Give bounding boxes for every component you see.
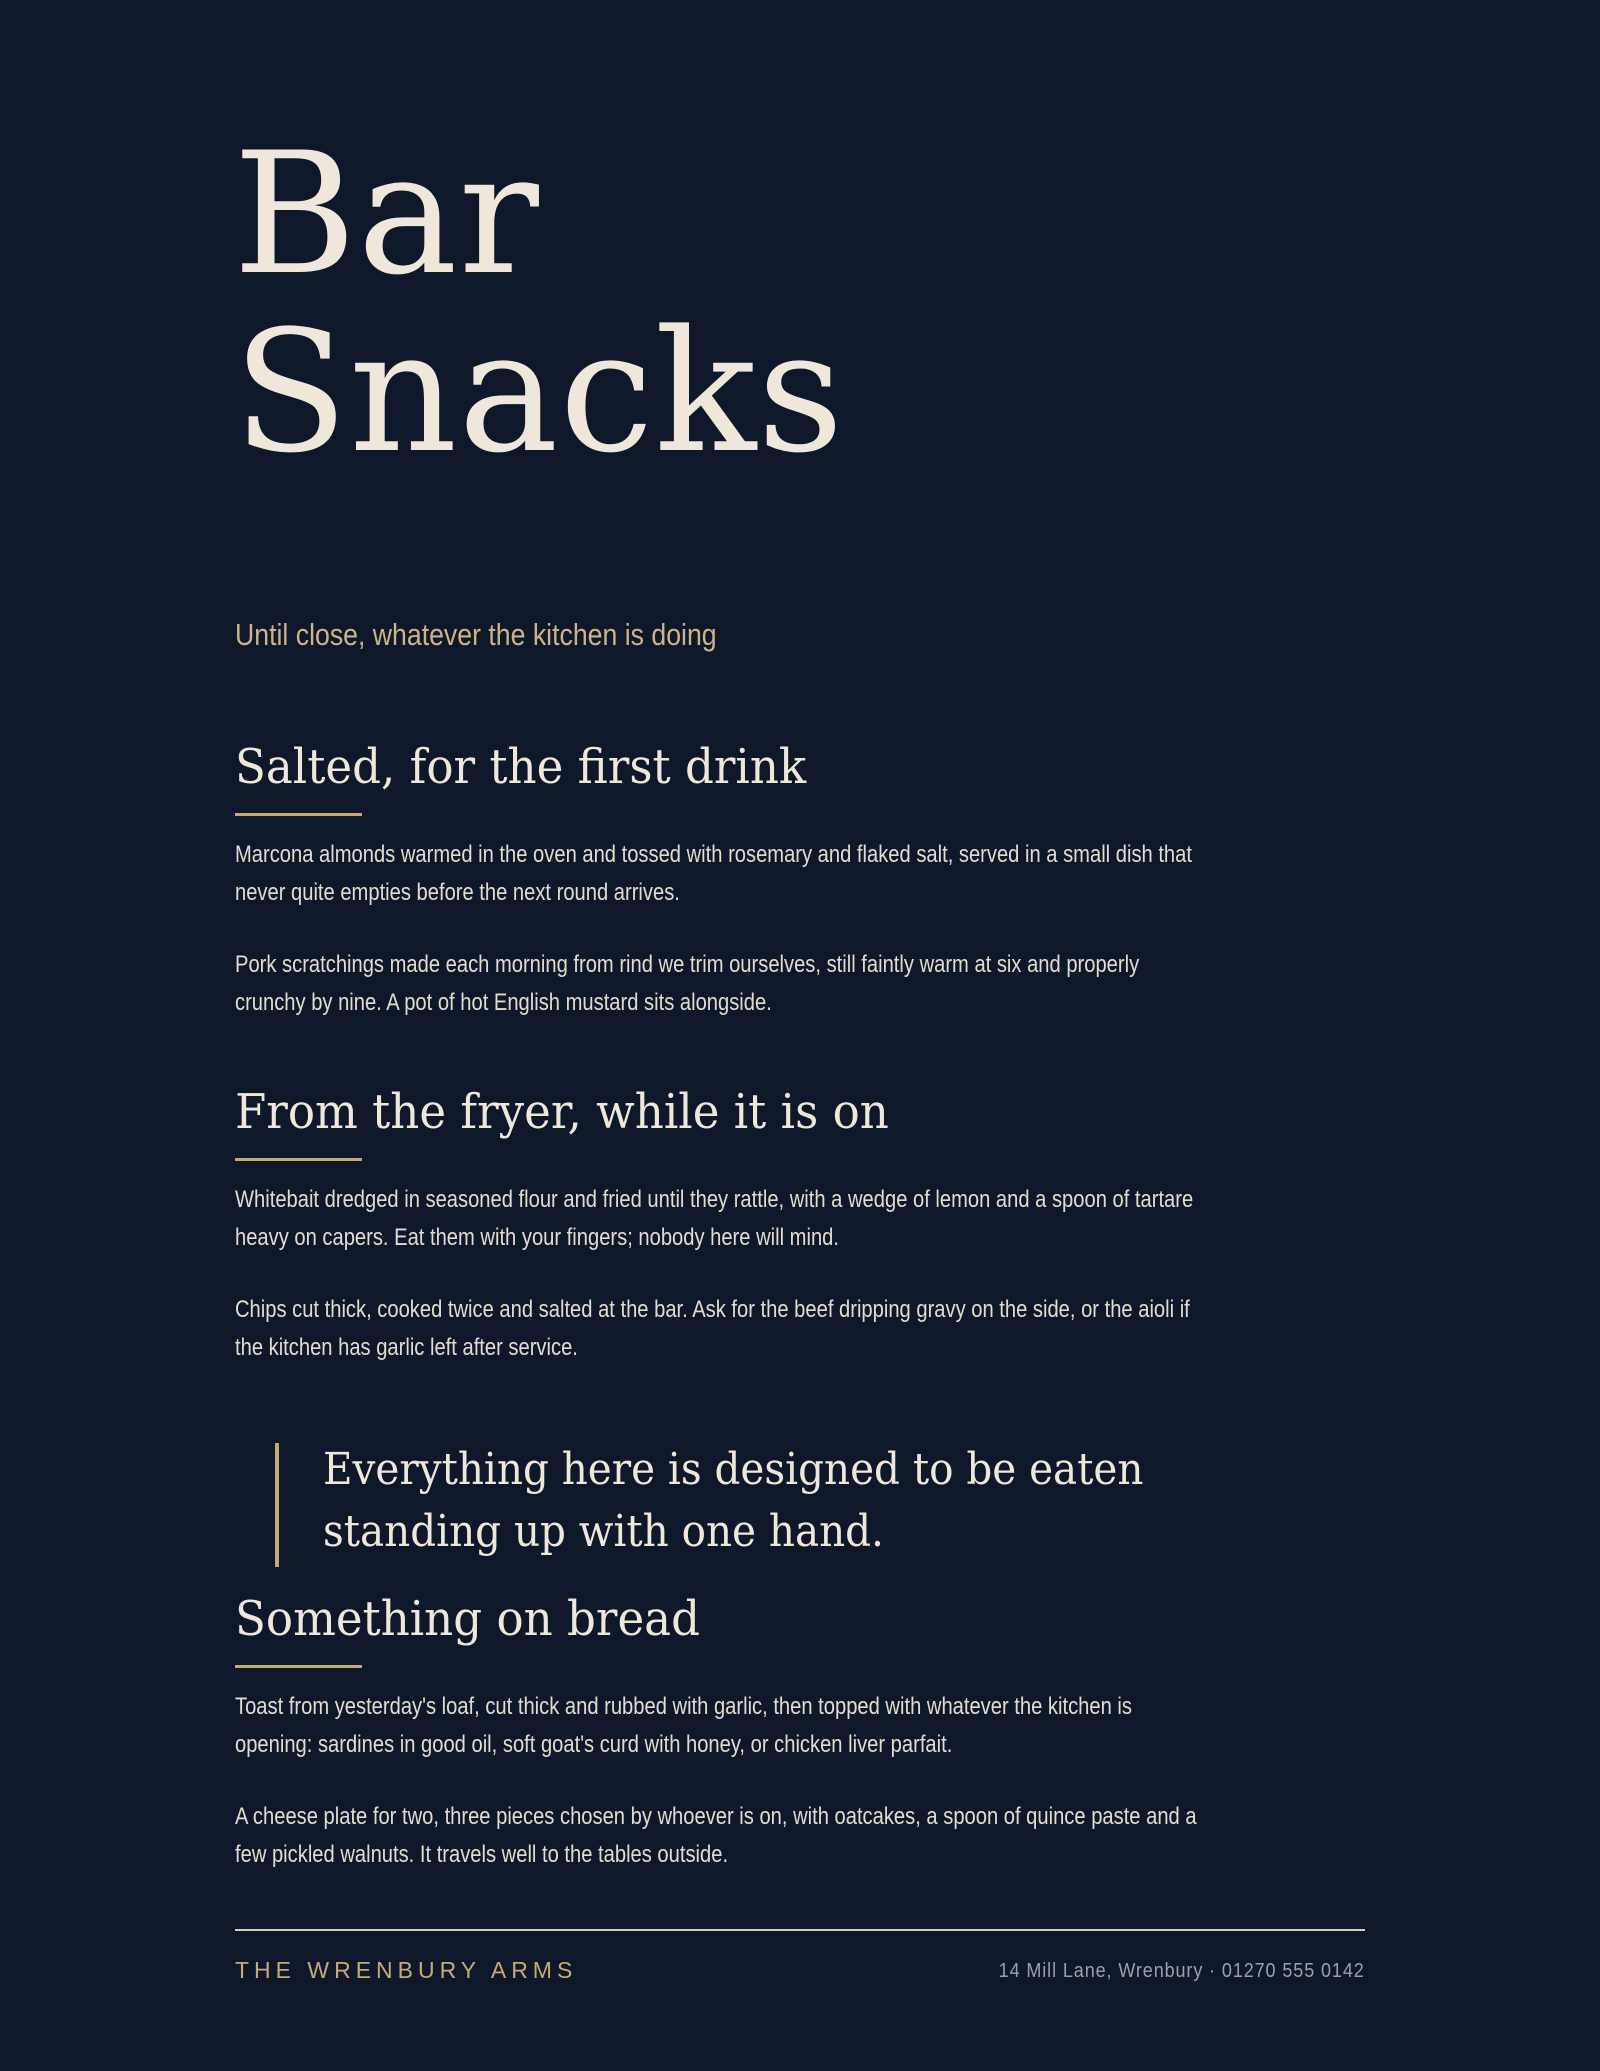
page-subtitle: Until close, whatever the kitchen is doing: [235, 617, 717, 652]
menu-item-description: A cheese plate for two, three pieces chosen by whoever is on, with oatcakes, a spoon of quince paste and a few pickled walnuts. It travels well to the tables outside.: [235, 1803, 1197, 1868]
footer-divider: [235, 1929, 1365, 1931]
page-title-line-1: Bar: [233, 116, 540, 312]
pull-quote: [275, 1443, 1285, 1567]
menu-item-description: Pork scratchings made each morning from rind we trim ourselves, still faintly warm at six and properly crunchy by nine. A pot of hot English mustard sits alongside.: [235, 951, 1140, 1016]
section-rule: [235, 813, 362, 816]
section-heading: Salted, for the first drink: [235, 739, 807, 795]
menu-item-description: Whitebait dredged in seasoned flour and fried until they rattle, with a wedge of lemon and a spoon of tartare heavy on capers. Eat them with your fingers; nobody here will mind.: [235, 1186, 1194, 1251]
menu-item-description: Chips cut thick, cooked twice and salted at the bar. Ask for the beef dripping gravy on the side, or the aioli if the kitchen has garlic left after service.: [235, 1296, 1190, 1361]
section-rule: [235, 1158, 362, 1161]
section-bread: [235, 1587, 1245, 1874]
menu-item-description: Marcona almonds warmed in the oven and tossed with rosemary and flaked salt, served in a small dish that never quite empties before the next round arrives.: [235, 841, 1192, 906]
page-title: [233, 116, 845, 490]
menu-item-description: Toast from yesterday's loaf, cut thick and rubbed with garlic, then topped with whatever the kitchen is opening: sardines in good oil, soft goat's curd with honey, or chicken liver parfait.: [235, 1693, 1132, 1758]
section-heading: From the fryer, while it is on: [235, 1084, 889, 1140]
section-rule: [235, 1665, 362, 1668]
page-title-line-2: Snacks: [233, 294, 845, 490]
pull-quote-text: Everything here is designed to be eaten standing up with one hand.: [323, 1444, 1144, 1557]
section-salted: [235, 735, 1245, 1022]
footer-venue-name: THE WRENBURY ARMS: [235, 1957, 578, 1983]
section-fryer: [235, 1080, 1245, 1367]
section-heading: Something on bread: [235, 1591, 700, 1647]
footer-contact: 14 Mill Lane, Wrenbury · 01270 555 0142: [999, 1960, 1365, 1982]
